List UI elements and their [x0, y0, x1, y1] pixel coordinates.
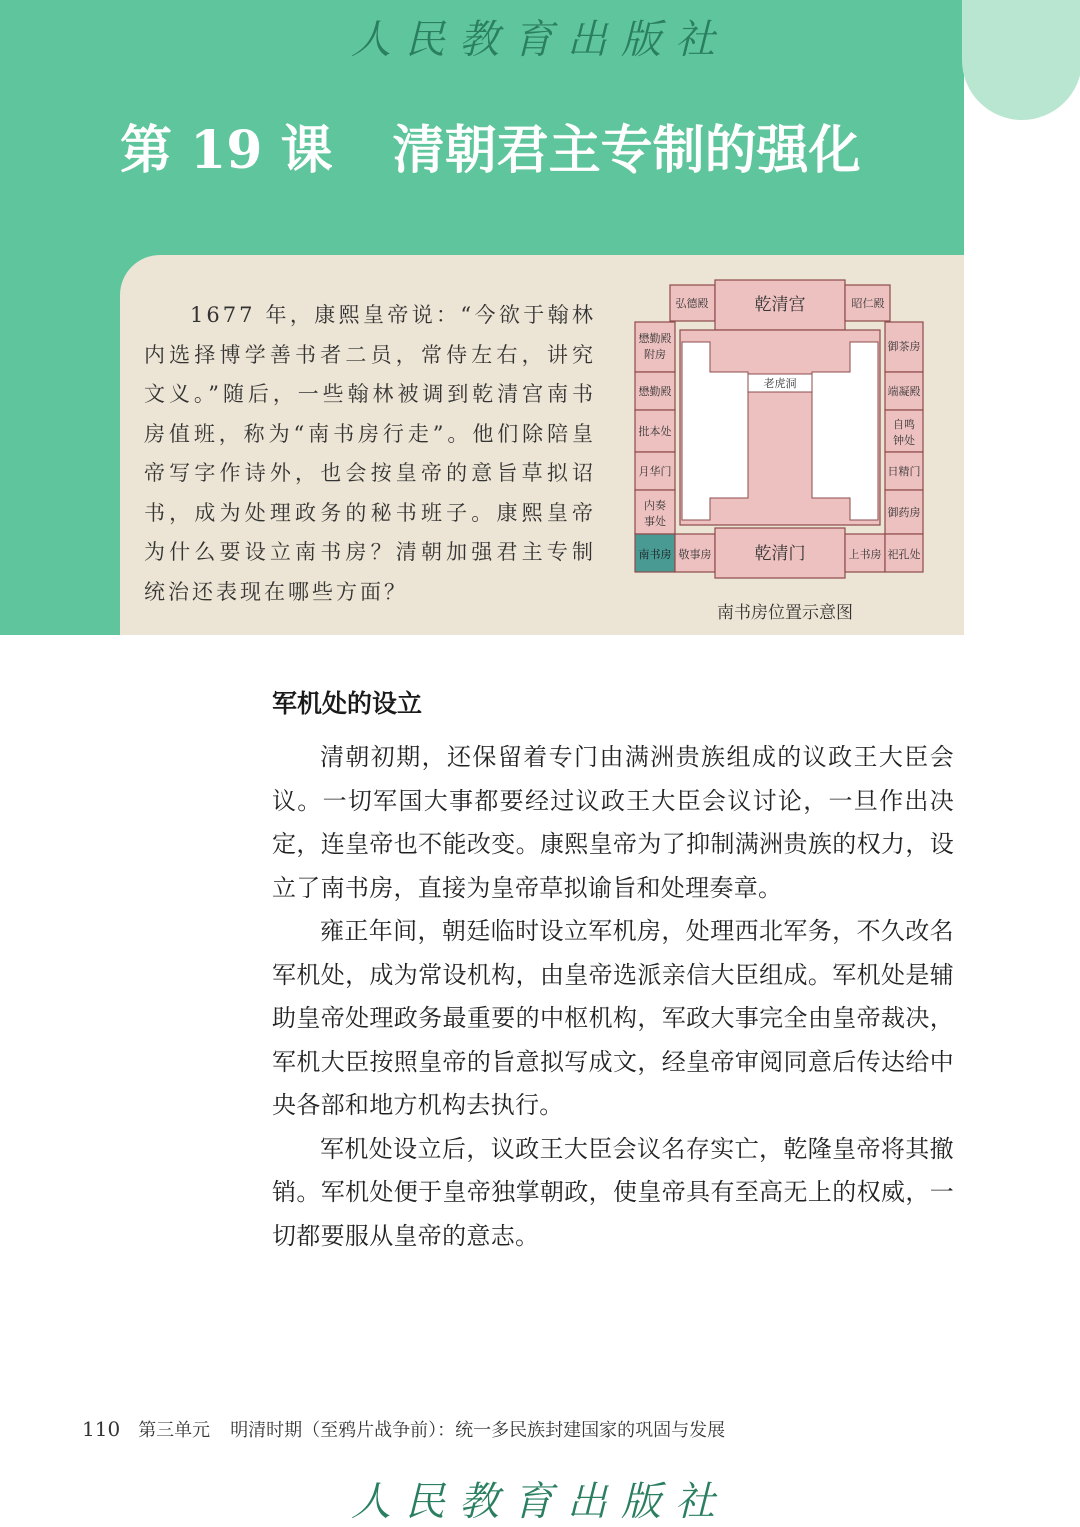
body-paragraph: 军机处设立后，议政王大臣会议名存实亡，乾隆皇帝将其撤销。军机处便于皇帝独掌朝政，使皇帝具有至高无上的权威，一切都要服从皇帝的意志。 — [272, 1134, 954, 1250]
south-study-floorplan — [630, 270, 930, 600]
label-neizou-1: 内奏 — [644, 500, 666, 512]
label-hongde: 弘德殿 — [675, 298, 709, 310]
label-qianqinggong: 乾清宫 — [754, 295, 806, 314]
label-duanning: 端凝殿 — [887, 386, 921, 398]
publisher-logo-bottom: 人民教育出版社 — [351, 1479, 729, 1525]
label-piben: 批本处 — [638, 426, 672, 438]
lesson-number: 第 19 课 — [120, 120, 333, 181]
plan-maoqin-fu — [635, 322, 675, 372]
page-number: 110 — [82, 1417, 121, 1441]
lesson-title — [120, 108, 861, 181]
label-ziming-1: 自鸣 — [893, 419, 915, 431]
label-jingshi: 敬事房 — [678, 549, 712, 561]
floorplan-caption: 南书房位置示意图 — [717, 603, 853, 623]
body-paragraph: 清朝初期，还保留着专门由满洲贵族组成的议政王大臣会议。一切军国大事都要经过议政王大臣会议讨论，一旦作出决定，连皇帝也不能改变。康熙皇帝为了抑制满洲贵族的权力，设立了南书房，直接为皇帝草拟谕旨和处理奏章。 — [272, 743, 954, 902]
body-paragraph: 雍正年间，朝廷临时设立军机房，处理西北军务，不久改名军机处，成为常设机构，由皇帝选派亲信大臣组成。军机处是辅助皇帝处理政务最重要的中枢机构，军政大事完全由皇帝裁决，军机大臣按照皇帝的旨意拟写成文，经皇帝审阅同意后传达给中央各部和地方机构去执行。 — [272, 917, 954, 1119]
label-ziming-2: 钟处 — [893, 435, 915, 447]
section-body — [272, 736, 954, 1258]
section-heading: 军机处的设立 — [272, 689, 423, 718]
label-laohudong: 老虎洞 — [763, 378, 797, 390]
label-bakong: 祀孔处 — [887, 549, 921, 561]
unit-subtitle: 明清时期（至鸦片战争前）：统一多民族封建国家的巩固与发展 — [230, 1420, 726, 1441]
label-maoqin: 懋勤殿 — [638, 386, 672, 398]
label-shangshu: 上书房 — [848, 549, 882, 561]
label-rijing: 日精门 — [887, 466, 921, 478]
unit-label: 第三单元 — [138, 1420, 211, 1441]
publisher-logo-top: 人民教育出版社 — [351, 17, 729, 63]
label-yucha: 御茶房 — [887, 341, 921, 353]
label-neizou-2: 事处 — [644, 516, 666, 528]
label-qianqingmen: 乾清门 — [754, 544, 806, 563]
label-yuehua: 月华门 — [638, 466, 672, 478]
lesson-name: 清朝君主专制的强化 — [392, 120, 861, 181]
intro-text — [144, 296, 596, 612]
label-maoqin-fu-2: 附房 — [644, 349, 666, 361]
label-yuyao: 御药房 — [887, 507, 921, 519]
intro-paragraph: 1677 年，康熙皇帝说：“今欲于翰林内选择博学善书者二员，常侍左右，讲究文义。”随后，一些翰林被调到乾清宫南书房值班，称为“南书房行走”。他们除陪皇帝写字作诗外，也会按皇帝的意旨草拟诏书，成为处理政务的秘书班子。康熙皇帝为什么要设立南书房？清朝加强君主专制统治还表现在哪些方面？ — [144, 303, 596, 604]
label-nanshu: 南书房 — [638, 549, 672, 561]
label-zhaoren: 昭仁殿 — [851, 298, 885, 310]
page-footer — [82, 1416, 725, 1442]
label-maoqin-fu-1: 懋勤殿 — [638, 333, 672, 345]
